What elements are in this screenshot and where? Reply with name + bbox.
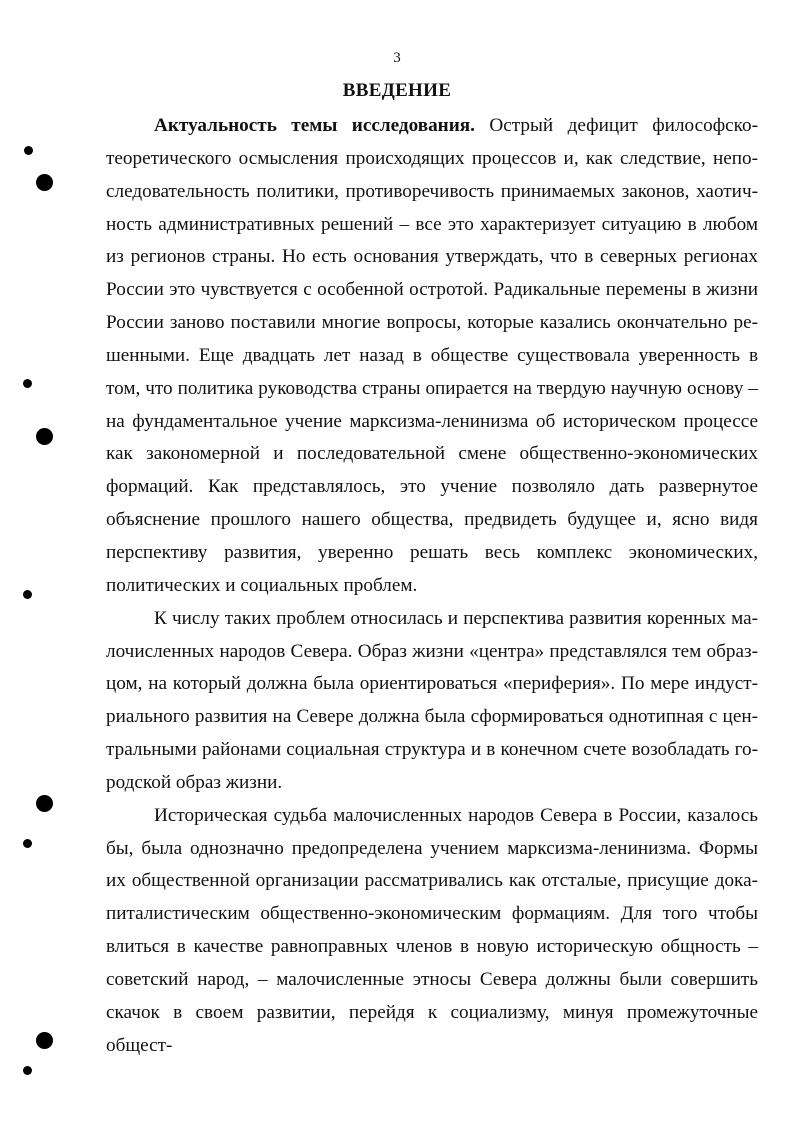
section-heading: ВВЕДЕНИЕ bbox=[342, 80, 452, 101]
margin-dot-1 bbox=[24, 146, 33, 155]
margin-dot-4 bbox=[23, 839, 32, 848]
paragraph-text: Острый дефицит философско-теоретического осмысления происходящих процессов и, как следствие, непоследовательность политики, противоречивость принимаемых законов, хаотичность административных решений – все это характеризует ситуацию в любом из регионов страны. Но есть основания утверждать, что в северных регионах России это чувствуется с особенной остротой. Радикальные перемены в жизни России заново поставили многие вопросы, которые казались окончательно решенными. Еще двадцать лет назад в обществе существовала уверенность в том, что политика руководства страны опирается на твердую научную основу – на фундаментальное учение марксизма-ленинизма об историческом процессе как закономерной и последовательной смене общественно-экономических формаций. Как представлялось, это учение позволяло дать развернутое объяснение прошлого нашего общества, предвидеть будущее и, ясно видя перспективу развития, уверенно решать весь комплекс экономических, политических и социальных проблем. bbox=[106, 115, 758, 596]
punch-hole-2 bbox=[36, 428, 53, 445]
paragraph-3 bbox=[106, 800, 758, 1063]
punch-hole-4 bbox=[36, 1032, 53, 1049]
margin-dot-5 bbox=[23, 1066, 32, 1075]
body-text bbox=[106, 110, 758, 1062]
paragraph-lead: Актуальность темы исследования. bbox=[154, 115, 475, 136]
paragraph-2 bbox=[106, 603, 758, 800]
paragraph-text: Историческая судьба малочисленных народов Севера в России, казалось бы, была однозначно предопределена учением марксизма-ленинизма. Формы их общественной организации рассматривались как отсталые, присущие докапиталистическим общественно-экономическим формациям. Для того чтобы влиться в качестве равноправных членов в новую историческую общность – советский народ, – малочисленные этносы Севера должны были совершить скачок в своем развитии, перейдя к социализму, минуя промежуточные общест- bbox=[106, 804, 758, 1056]
margin-dot-2 bbox=[23, 379, 32, 388]
margin-dot-3 bbox=[23, 590, 32, 599]
paragraph-text: К числу таких проблем относилась и перспектива развития коренных малочисленных народов Севера. Образ жизни «центра» представлялся тем образцом, на который должна была ориентироваться «периферия». По мере индустриального развития на Севере должна была сформироваться однотипная с центральными районами социальная структура и в конечном счете возобладать городской образ жизни. bbox=[106, 607, 758, 793]
punch-hole-1 bbox=[36, 174, 53, 191]
punch-hole-3 bbox=[36, 795, 53, 812]
page-number: 3 bbox=[393, 50, 401, 66]
paragraph-1 bbox=[106, 110, 758, 603]
